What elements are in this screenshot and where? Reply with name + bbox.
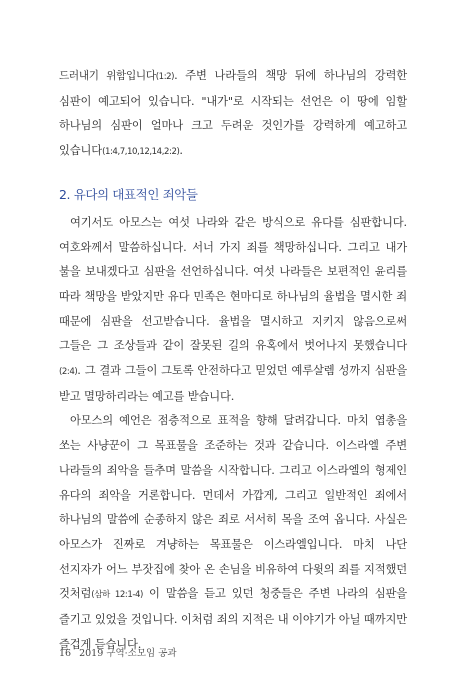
page-footer [59,645,177,659]
text-run: 아모스의 예언은 점층적으로 표적을 향해 달려갑니다. 마치 엽총을 쏘는 사냥꾼이 그 목표물을 조준하는 것과 같습니다. 이스라엘 주변 나라들의 죄악을 들추며 말씀을 시작합니다. 그리고 이스라엘의 형제인 유다의 죄악을 거론합니다. 먼데서 가깝게, 그리고 일반적인 죄에서 하나님의 말씀에 순종하지 않은 죄로 서서히 목을 조여 옵니다. 사실은 아모스가 진짜로 겨냥하는 목표물은 이스라엘입니다. 마치 나단 선지자가 어느 부잣집에 찾아 온 손님을 비유하여 다윗의 죄를 지적했던 것처럼 [59,414,407,601]
scripture-reference: (1:2) [155,72,175,82]
text-run: . 그 결과 그들이 그토록 안전하다고 믿었던 예루살렘 성까지 심판을 받고 멸망하리라는 예고를 받습니다. [59,364,407,403]
page-content [59,64,407,657]
section-heading: 2. 유다의 대표적인 죄악들 [59,186,198,202]
scripture-reference: (2:4) [59,367,78,378]
paragraph-intro [59,64,407,165]
text-run: 여기서도 아모스는 여섯 나라와 같은 방식으로 유다를 심판합니다. 여호와께서 말씀하십니다. 서너 가지 죄를 책망하십니다. 그리고 내가 불을 보내겠다고 심판을 선언하십니다. 여섯 나라들은 보편적인 윤리를 따라 책망을 받았지만 유다 민족은 현마디로 하나님의 율법을 멸시한 죄 때문에 심판을 선고받습니다. 율법을 멸시하고 지키지 않음으로써 그들은 그 조상들과 같이 잘못된 길의 유혹에서 벗어나지 못했습니다 [59,215,407,353]
text-run: 이 말씀을 듣고 있던 청중들은 주변 나라의 심판을 즐기고 있었을 것입니다. 이처럼 죄의 지적은 내 이야기가 아닐 때까지만 즐겁게 듣습니다. [59,587,407,651]
scripture-reference: (1:4,7,10,12,14,2:2) [102,147,180,158]
text-run: . [179,144,183,158]
text-run: 드러내기 위함입니다 [59,70,156,82]
page-number: 16 [59,648,72,659]
paragraph-amos-prophecy [59,409,407,657]
scripture-reference: (삼하 12:1-4) [91,590,143,601]
paragraph-judah [59,211,407,410]
book-title: 2019 구역·소모임 공과 [79,648,177,659]
text-run: . 주변 나라들의 책망 뒤에 하나님의 강력한 심판이 예고되어 있습니다. "내가"로 시작되는 선언은 이 땅에 임할 하나님의 심판이 얼마나 크고 두려운 것인가를 강력하게 예고하고 있습니다 [59,69,407,158]
